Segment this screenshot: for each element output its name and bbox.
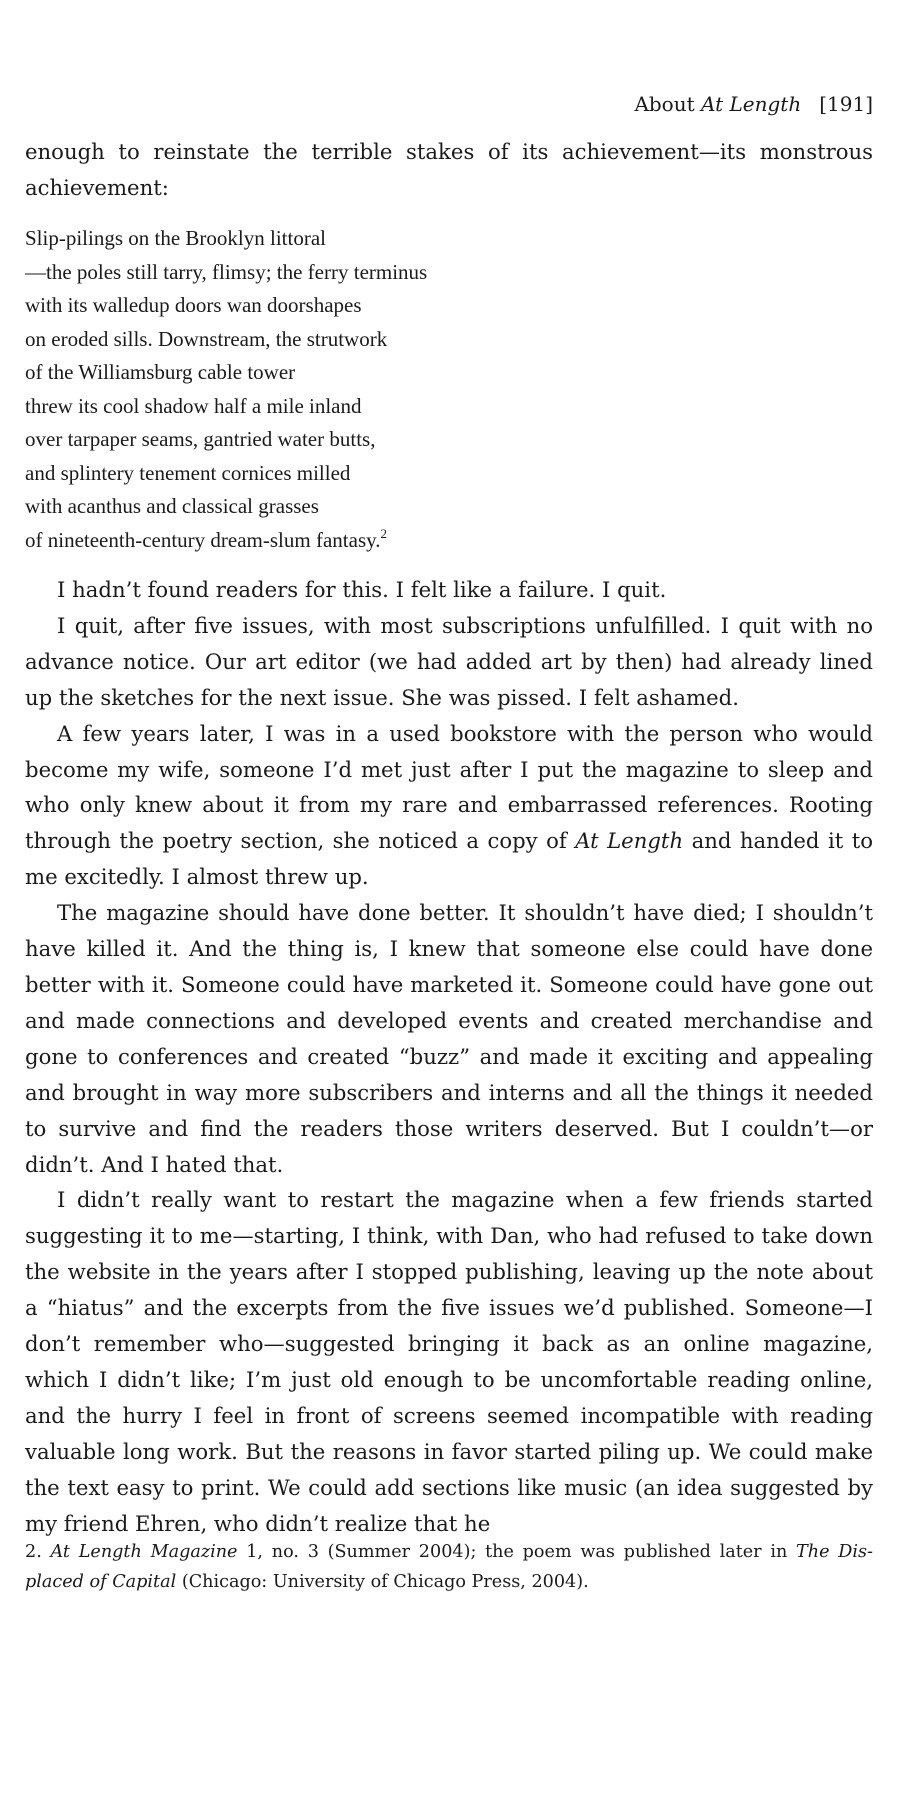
poem-line: over tarpaper seams, gantried water butts, (25, 427, 376, 451)
paragraph-text: A few years later, I was in a used bookstore with the person who would become my wife, someone I’d met just after I put the magazine to sleep and who only knew about it from my rare and embarrassed references. Rooting through the poetry section, she noticed a copy of (25, 720, 873, 854)
magazine-title: At Length (575, 828, 684, 854)
footnote-journal: At Length Magazine (50, 1542, 238, 1562)
page-number: [191] (819, 92, 873, 116)
poem-line: with acanthus and classical grasses (25, 494, 319, 518)
poem-line: on eroded sills. Downstream, the strutwork (25, 326, 388, 351)
paragraph (25, 716, 873, 896)
poem-line: —the poles still tarry, flimsy; the ferry terminus (25, 259, 428, 284)
footnote-marker: 2 (380, 525, 388, 541)
paragraph: I didn’t really want to restart the magazine when a few friends started suggesting it to me—starting, I think, with Dan, who had refused to take down the website in the years after I stopped publishing, leaving up the note about a “hiatus” and the excerpts from the five issues we’d published. Someone—I don’t remember who—suggested bringing it back as an online magazine, which I didn’t like; I’m just old enough to be uncomfortable reading online, and the hurry I feel in front of screens seemed incompatible with reading valuable long work. But the reasons in favor started piling up. We could make the text easy to print. We could add sections like music (an idea suggested by my friend Ehren, who didn’t realize that he (25, 1187, 873, 1536)
paragraph: I hadn’t found readers for this. I felt like a failure. I quit. (57, 577, 667, 602)
footnote-book-title: The Displaced of Capital (25, 1542, 873, 1592)
footnote-text (25, 1538, 873, 1597)
running-head-prefix: About (634, 92, 701, 116)
continuation-text: enough to reinstate the terrible stakes of its achievement—its monstrous achievement: (25, 139, 873, 200)
paragraph: I quit, after five issues, with most subscriptions unfulfilled. I quit with no advance notice. Our art editor (we had added art by then) had already lined up the sketches for the next issue. She was pissed. I felt ashamed. (25, 612, 873, 710)
poem-line-last (25, 524, 427, 558)
footnote-number: 2. (25, 1542, 51, 1562)
running-head-title: At Length (701, 92, 802, 116)
poem-line: of the Williamsburg cable tower (25, 360, 296, 384)
paragraph: The magazine should have done better. It shouldn’t have died; I shouldn’t have killed it. And the thing is, I knew that someone else could have done better with it. Someone could have marketed it. Someone could have gone out and made connections and developed events and created merchandise and gone to conferences and created “buzz” and made it exciting and appealing and brought in way more subscribers and interns and all the things it needed to survive and find the readers those writers deserved. But I couldn’t—or didn’t. And I hated that. (25, 900, 873, 1177)
footnote-end: (Chicago: University of Chicago Press, 2004). (176, 1571, 589, 1592)
poem-line-text: of nineteenth-century dream-slum fantasy. (25, 527, 381, 552)
poem-line: Slip-pilings on the Brooklyn littoral (25, 226, 326, 250)
poem-line: with its walledup doors wan doorshapes (25, 293, 362, 317)
poem-block (25, 222, 427, 557)
footnote-middle: 1, no. 3 (Summer 2004); the poem was published later in (237, 1542, 797, 1562)
footnote (25, 1538, 873, 1597)
continuation-paragraph (25, 134, 873, 206)
poem-line: and splintery tenement cornices milled (25, 460, 351, 485)
poem-line: threw its cool shadow half a mile inland (25, 393, 362, 418)
paragraph-text: and handed it to me excitedly. I almost threw up. (25, 828, 873, 890)
prose-body (25, 572, 873, 1541)
running-head (634, 92, 873, 116)
